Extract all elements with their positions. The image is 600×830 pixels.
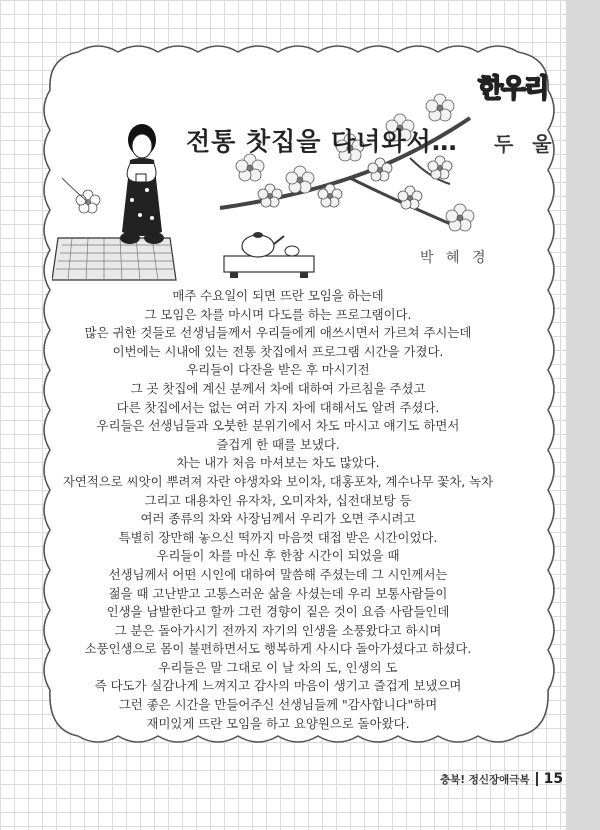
body-line: 그런 좋은 시간을 만들어주신 선생님들께 "감사합니다"하며 bbox=[118, 697, 438, 713]
body-line: 그리고 대용차인 유자차, 오미자차, 십전대보탕 등 bbox=[144, 492, 412, 508]
series-subtitle: 두 울 bbox=[494, 132, 558, 156]
body-line: 그 분은 돌아가시기 전까지 자기의 인생을 소풍왔다고 하시며 bbox=[114, 622, 442, 638]
page-edge-strip bbox=[566, 0, 600, 830]
body-line: 차는 내가 처음 마셔보는 차도 많았다. bbox=[176, 455, 380, 471]
body-line: 소풍인생으로 몸이 불편하면서도 행복하게 사시다 돌아가셨다고 하셨다. bbox=[84, 641, 472, 657]
series-title-tag bbox=[474, 68, 556, 104]
body-line: 매주 수요일이 되면 뜨란 모임을 하는데 bbox=[172, 288, 384, 303]
body-line: 재미있게 뜨란 모임을 하고 요양원으로 돌아왔다. bbox=[146, 715, 410, 731]
body-line: 그 모임은 차를 마시며 다도를 하는 프로그램이다. bbox=[144, 306, 412, 322]
body-line: 우리들이 다잔을 받은 후 마시기전 bbox=[186, 362, 370, 378]
woman-illustration bbox=[52, 120, 202, 290]
article-body bbox=[60, 287, 496, 733]
body-line: 선생님께서 어떤 시인에 대하여 말씀해 주셨는데 그 시인께서는 bbox=[108, 566, 448, 582]
body-line: 젊을 때 고난받고 고통스러운 삶을 사셨는데 우리 보통사람들이 bbox=[108, 585, 448, 601]
body-line: 즐겁게 한 때를 보냈다. bbox=[216, 436, 340, 452]
body-line: 이번에는 시내에 있는 전통 찻집에서 프로그램 시간을 가졌다. bbox=[112, 343, 444, 359]
body-line: 그 곳 찻집에 계신 분께서 차에 대하여 가르침을 주셨고 bbox=[130, 380, 426, 396]
article-title: 전통 찻집을 다녀와서… bbox=[186, 127, 458, 156]
body-line: 많은 귀한 것들로 선생님들께서 우리들에게 애쓰시면서 가르쳐 주시는데 bbox=[84, 325, 472, 341]
body-line: 우리들이 차를 마신 후 한참 시간이 되었을 때 bbox=[156, 548, 400, 564]
page-number: 15 bbox=[543, 771, 564, 787]
body-line: 우리들은 말 그대로 이 날 차의 도, 인생의 도 bbox=[158, 659, 398, 675]
body-line: 즉 다도가 실감나게 느껴지고 감사의 마음이 생기고 즐겁게 보냈으며 bbox=[94, 678, 462, 694]
body-line: 우리들은 선생님들과 오붓한 분위기에서 차도 마시고 얘기도 하면서 bbox=[96, 418, 460, 434]
article-author: 박 혜 경 bbox=[420, 250, 490, 266]
page-footer bbox=[440, 768, 563, 790]
body-line: 다른 찻집에서는 없는 여러 가지 차에 대해서도 알려 주셨다. bbox=[116, 399, 440, 415]
body-line: 여러 종류의 차와 사장님께서 우리가 오면 주시려고 bbox=[140, 511, 416, 527]
body-line: 인생을 남발한다고 할까 그런 경향이 짙은 것이 요즘 사람들인데 bbox=[106, 604, 450, 620]
body-line: 특별히 장만해 놓으신 떡까지 마음껏 대접 받은 시간이었다. bbox=[118, 529, 438, 545]
footer-divider bbox=[536, 772, 538, 786]
magazine-name: 충북! 정신장애극복 bbox=[440, 774, 530, 786]
series-title: 한우리 bbox=[478, 74, 548, 104]
body-line: 자연적으로 씨앗이 뿌려져 자란 야생차와 보이차, 대홍포차, 계수나무 꽃차, 녹차 bbox=[62, 473, 494, 489]
